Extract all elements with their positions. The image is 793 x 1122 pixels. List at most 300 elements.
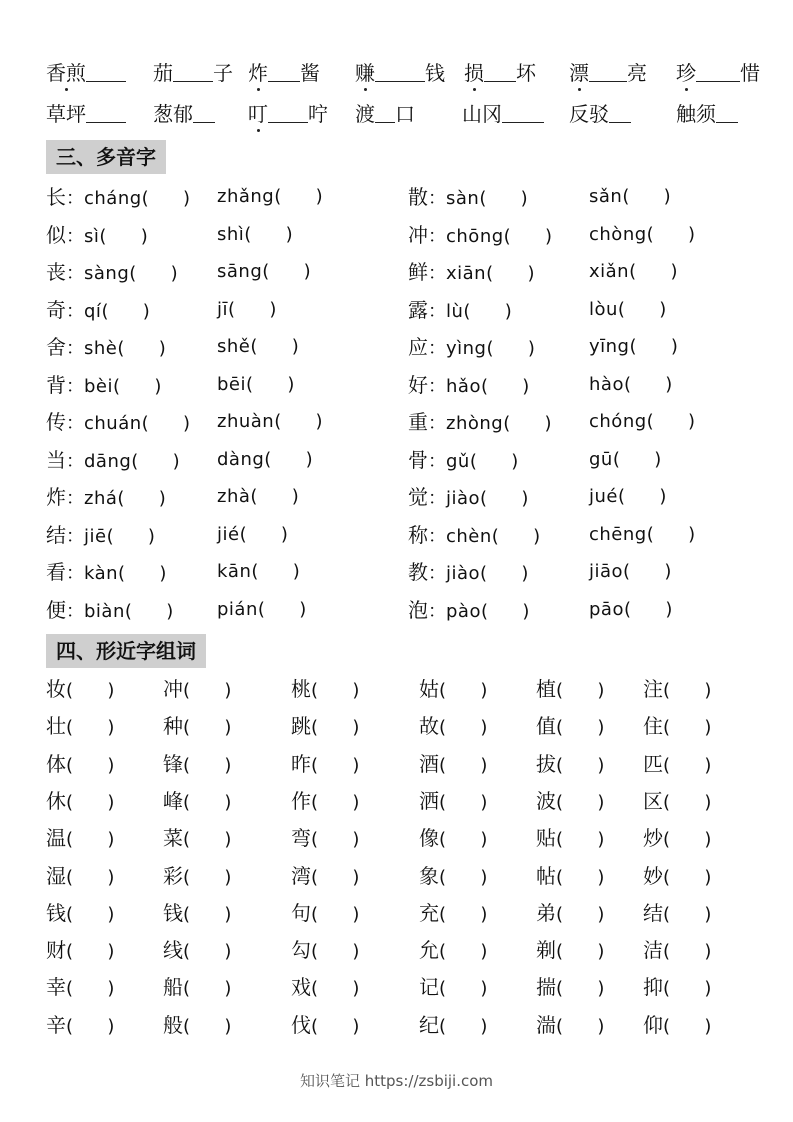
answer-parentheses[interactable]: ( ) [141, 413, 191, 434]
pinyin-reading: qí [84, 300, 102, 322]
answer-parentheses[interactable]: ( ) [480, 488, 529, 509]
similar-char-entry [419, 898, 487, 930]
answer-parentheses[interactable]: ( ) [439, 941, 488, 963]
polyphone-character: 似 [46, 222, 66, 247]
similar-character: 妙 [643, 863, 663, 888]
answer-parentheses[interactable]: ( ) [617, 486, 667, 507]
polyphone-character: 骨 [408, 447, 428, 472]
answer-parentheses[interactable]: ( ) [311, 829, 360, 851]
answer-parentheses[interactable]: ( ) [612, 448, 662, 470]
polyphone-row [0, 520, 793, 550]
pinyin-reading: cháng [84, 188, 142, 209]
pinyin-reading: xiān [446, 263, 487, 284]
similar-character: 句 [291, 900, 311, 925]
answer-parentheses[interactable]: ( ) [66, 941, 115, 963]
similar-character: 幸 [46, 975, 66, 1000]
answer-parentheses[interactable]: ( ) [663, 754, 712, 776]
similar-character: 抑 [643, 975, 663, 1000]
polyphone-row [0, 595, 793, 625]
answer-parentheses[interactable]: ( ) [556, 978, 605, 1000]
answer-blank[interactable] [609, 102, 631, 123]
similar-character: 彩 [163, 863, 183, 888]
answer-parentheses[interactable]: ( ) [439, 866, 488, 888]
answer-parentheses[interactable]: ( ) [439, 680, 488, 701]
answer-parentheses[interactable]: ( ) [183, 791, 232, 813]
similar-char-entry [163, 749, 231, 781]
polyphone-character: 重 [408, 410, 428, 434]
answer-parentheses[interactable]: ( ) [66, 903, 115, 925]
answer-parentheses[interactable]: ( ) [311, 978, 360, 1000]
answer-blank[interactable] [86, 102, 126, 123]
similar-chars-row [0, 786, 793, 816]
answer-parentheses[interactable]: ( ) [183, 941, 232, 963]
answer-parentheses[interactable]: ( ) [622, 186, 671, 207]
polyphone-entry: 丧：sàng( ) [46, 257, 178, 289]
polyphone-row [0, 182, 793, 212]
similar-character: 般 [163, 1012, 183, 1037]
similar-character: 炒 [643, 826, 663, 851]
answer-blank[interactable] [502, 102, 544, 123]
answer-parentheses[interactable]: ( ) [439, 1015, 488, 1037]
similar-char-entry [163, 786, 231, 818]
polyphone-row [0, 482, 793, 512]
answer-parentheses[interactable]: ( ) [629, 261, 678, 282]
similar-char-entry [419, 972, 487, 1004]
similar-character: 种 [163, 714, 183, 739]
similar-character: 像 [419, 826, 439, 851]
similar-char-entry [536, 898, 604, 930]
similar-char-entry [46, 674, 114, 706]
answer-blank[interactable] [86, 61, 126, 82]
polyphone-entry: 似：sì( ) [46, 220, 148, 252]
polyphone-character: 舍 [46, 335, 66, 359]
similar-char-entry [163, 935, 231, 967]
polyphone-entry [589, 407, 695, 437]
pinyin-reading: bēi [217, 373, 247, 395]
polyphone-character: 看 [46, 560, 66, 584]
similar-chars-row [0, 898, 793, 928]
polyphone-character: 觉 [408, 485, 428, 509]
pinyin-reading: kàn [84, 563, 119, 584]
answer-parentheses[interactable]: ( ) [264, 448, 313, 470]
fill-item: 草坪 [46, 99, 126, 129]
answer-parentheses[interactable]: ( ) [183, 1015, 232, 1037]
fill-item: 珍 惜 [676, 58, 760, 88]
similar-char-entry [536, 749, 604, 781]
answer-parentheses[interactable]: ( ) [118, 563, 167, 584]
answer-parentheses[interactable]: ( ) [124, 600, 174, 622]
answer-parentheses[interactable]: ( ) [311, 680, 360, 701]
polyphone-entry [217, 445, 313, 475]
answer-parentheses[interactable]: ( ) [246, 373, 295, 395]
polyphone-entry [589, 482, 666, 512]
answer-parentheses[interactable]: ( ) [311, 1015, 360, 1037]
polyphone-row [0, 332, 793, 362]
answer-parentheses[interactable]: ( ) [66, 717, 115, 739]
answer-parentheses[interactable]: ( ) [251, 561, 300, 582]
polyphone-character: 丧 [46, 260, 66, 284]
answer-parentheses[interactable]: ( ) [66, 754, 115, 776]
answer-parentheses[interactable]: ( ) [250, 486, 299, 507]
answer-parentheses[interactable]: ( ) [439, 903, 488, 925]
similar-char-entry [643, 786, 711, 818]
polyphone-entry [217, 557, 300, 587]
similar-character: 纪 [419, 1012, 439, 1037]
answer-parentheses[interactable]: ( ) [480, 563, 529, 584]
similar-char-entry [163, 1010, 231, 1042]
answer-parentheses[interactable]: ( ) [183, 829, 232, 851]
answer-parentheses[interactable]: ( ) [663, 941, 712, 963]
similar-character: 锋 [163, 751, 183, 776]
pinyin-reading: hǎo [446, 375, 481, 397]
pinyin-reading: chèn [446, 525, 492, 547]
answer-parentheses[interactable]: ( ) [480, 600, 530, 622]
answer-parentheses[interactable]: ( ) [99, 225, 148, 247]
similar-char-entry [643, 823, 711, 855]
pinyin-reading: jié [217, 523, 240, 545]
answer-parentheses[interactable]: ( ) [623, 373, 673, 395]
answer-parentheses[interactable]: ( ) [556, 941, 605, 963]
pinyin-reading: sàng [84, 263, 130, 284]
answer-parentheses[interactable]: ( ) [117, 338, 166, 359]
fill-item: 损 坏 [464, 58, 536, 88]
polyphone-character: 散 [408, 185, 428, 209]
answer-parentheses[interactable]: ( ) [663, 717, 712, 739]
pinyin-reading: zhuàn [217, 411, 275, 432]
answer-parentheses[interactable]: ( ) [311, 791, 360, 813]
answer-parentheses[interactable]: ( ) [228, 298, 277, 320]
polyphone-character: 当 [46, 447, 66, 472]
polyphone-entry [589, 557, 671, 587]
similar-char-entry [419, 674, 487, 706]
similar-char-entry [643, 711, 711, 743]
similar-char-entry [291, 823, 359, 855]
answer-parentheses[interactable]: ( ) [663, 1015, 712, 1037]
answer-parentheses[interactable]: ( ) [439, 791, 488, 813]
similar-char-entry [163, 711, 231, 743]
similar-char-entry [291, 749, 359, 781]
fill-row-1 [46, 58, 766, 88]
similar-char-entry [419, 711, 487, 743]
similar-char-entry [536, 861, 604, 893]
similar-char-entry [419, 935, 487, 967]
answer-parentheses[interactable]: ( ) [439, 754, 488, 776]
answer-parentheses[interactable]: ( ) [663, 866, 712, 888]
pinyin-reading: jué [589, 486, 618, 507]
answer-blank[interactable] [375, 102, 395, 123]
similar-char-entry [291, 972, 359, 1004]
polyphone-entry [589, 445, 661, 475]
polyphone-entry: 应：yìng( ) [408, 332, 535, 364]
answer-parentheses[interactable]: ( ) [439, 829, 488, 851]
similar-char-entry [536, 711, 604, 743]
similar-char-entry [46, 711, 114, 743]
similar-character: 记 [419, 975, 439, 1000]
answer-parentheses[interactable]: ( ) [183, 978, 232, 1000]
similar-character: 区 [643, 788, 663, 813]
polyphone-character: 好 [408, 372, 428, 397]
similar-chars-row [0, 711, 793, 741]
answer-parentheses[interactable]: ( ) [311, 866, 360, 888]
similar-character: 伐 [291, 1012, 311, 1037]
answer-parentheses[interactable]: ( ) [183, 680, 232, 701]
answer-parentheses[interactable]: ( ) [663, 791, 712, 813]
section-title-polyphones: 三、多音字 [46, 140, 166, 174]
answer-parentheses[interactable]: ( ) [663, 680, 712, 701]
answer-blank[interactable] [484, 61, 516, 82]
pinyin-reading: zhá [84, 488, 118, 509]
pinyin-reading: pāo [589, 598, 624, 620]
polyphone-entry: 当：dāng( ) [46, 445, 180, 477]
answer-parentheses[interactable]: ( ) [491, 525, 541, 547]
similar-char-entry [419, 1010, 487, 1042]
pinyin-reading: lòu [589, 298, 618, 320]
answer-parentheses[interactable]: ( ) [66, 978, 115, 1000]
fill-item: 漂 亮 [569, 58, 647, 88]
pinyin-reading: jī [217, 298, 229, 320]
answer-parentheses[interactable]: ( ) [556, 754, 605, 776]
polyphone-entry: 好：hǎo( ) [408, 370, 529, 402]
similar-chars-row [0, 935, 793, 965]
answer-blank[interactable] [268, 61, 300, 82]
answer-parentheses[interactable]: ( ) [141, 188, 191, 209]
similar-character: 值 [536, 714, 556, 739]
answer-parentheses[interactable]: ( ) [646, 523, 696, 545]
similar-character: 帖 [536, 863, 556, 888]
similar-char-entry [536, 823, 604, 855]
pinyin-reading: dàng [217, 448, 265, 470]
polyphone-character: 背 [46, 372, 66, 397]
answer-blank[interactable] [268, 102, 308, 123]
pinyin-reading: chēng [589, 523, 647, 545]
answer-parentheses[interactable]: ( ) [117, 488, 166, 509]
answer-parentheses[interactable]: ( ) [646, 223, 696, 245]
answer-parentheses[interactable]: ( ) [629, 336, 678, 357]
answer-parentheses[interactable]: ( ) [556, 866, 605, 888]
pinyin-reading: chóng [589, 411, 647, 432]
answer-parentheses[interactable]: ( ) [556, 1015, 605, 1037]
similar-character: 弯 [291, 826, 311, 851]
pinyin-reading: jiào [446, 488, 481, 509]
answer-parentheses[interactable]: ( ) [274, 186, 323, 207]
answer-parentheses[interactable]: ( ) [663, 829, 712, 851]
polyphone-entry [217, 407, 323, 437]
answer-parentheses[interactable]: ( ) [262, 261, 311, 282]
answer-parentheses[interactable]: ( ) [556, 680, 605, 701]
polyphone-character: 鲜 [408, 260, 428, 284]
answer-parentheses[interactable]: ( ) [274, 411, 323, 432]
similar-character: 住 [643, 714, 663, 739]
pinyin-reading: sāng [217, 261, 263, 282]
polyphone-entry [217, 520, 288, 550]
polyphone-entry: 奇：qí( ) [46, 295, 150, 327]
similar-character: 菜 [163, 826, 183, 851]
pinyin-reading: gǔ [446, 450, 470, 472]
section-title-similar-chars: 四、形近字组词 [46, 634, 206, 668]
answer-blank[interactable] [716, 102, 738, 123]
answer-parentheses[interactable]: ( ) [486, 338, 535, 359]
polyphone-entry [217, 182, 323, 212]
polyphone-entry: 看：kàn( ) [46, 557, 166, 589]
answer-parentheses[interactable]: ( ) [663, 978, 712, 1000]
polyphone-entry [589, 220, 695, 250]
answer-parentheses[interactable]: ( ) [311, 941, 360, 963]
answer-parentheses[interactable]: ( ) [623, 561, 672, 582]
polyphone-character: 教 [408, 560, 428, 584]
answer-parentheses[interactable]: ( ) [129, 263, 178, 284]
similar-char-entry [291, 935, 359, 967]
polyphone-row [0, 407, 793, 437]
similar-char-entry [46, 861, 114, 893]
similar-character: 剃 [536, 938, 556, 963]
polyphone-row [0, 257, 793, 287]
pinyin-reading: lù [446, 300, 464, 322]
polyphone-entry: 鲜：xiān( ) [408, 257, 534, 289]
polyphone-entry [589, 332, 678, 362]
similar-character: 妆 [46, 677, 66, 701]
answer-parentheses[interactable]: ( ) [663, 903, 712, 925]
answer-parentheses[interactable]: ( ) [439, 978, 488, 1000]
pinyin-reading: zhǎng [217, 186, 275, 207]
pinyin-reading: bèi [84, 375, 114, 397]
answer-parentheses[interactable]: ( ) [617, 298, 667, 320]
pinyin-reading: jiē [84, 525, 107, 547]
answer-blank[interactable] [173, 61, 213, 82]
footer-source: 知识笔记 https://zsbiji.com [299, 1072, 494, 1090]
polyphone-entry [589, 520, 695, 550]
similar-char-entry [163, 674, 231, 706]
answer-parentheses[interactable]: ( ) [244, 223, 293, 245]
answer-parentheses[interactable]: ( ) [183, 717, 232, 739]
polyphone-character: 长 [46, 185, 66, 209]
answer-blank[interactable] [589, 61, 627, 82]
answer-parentheses[interactable]: ( ) [113, 375, 162, 397]
similar-char-entry [291, 711, 359, 743]
answer-parentheses[interactable]: ( ) [480, 375, 530, 397]
answer-parentheses[interactable]: ( ) [556, 903, 605, 925]
answer-blank[interactable] [193, 102, 215, 123]
polyphone-entry: 冲：chōng( ) [408, 220, 552, 252]
answer-parentheses[interactable]: ( ) [183, 866, 232, 888]
answer-parentheses[interactable]: ( ) [556, 717, 605, 739]
answer-parentheses[interactable]: ( ) [183, 903, 232, 925]
answer-parentheses[interactable]: ( ) [479, 188, 528, 209]
similar-chars-row [0, 1010, 793, 1040]
similar-character: 财 [46, 938, 66, 963]
polyphone-entry [589, 182, 671, 212]
similar-char-entry [643, 972, 711, 1004]
similar-character: 姑 [419, 677, 439, 701]
answer-parentheses[interactable]: ( ) [66, 1015, 115, 1037]
polyphone-character: 泡 [408, 597, 428, 622]
pinyin-reading: chòng [589, 223, 647, 245]
similar-chars-row [0, 674, 793, 704]
answer-parentheses[interactable]: ( ) [183, 754, 232, 776]
similar-char-entry [536, 1010, 604, 1042]
similar-char-entry [419, 749, 487, 781]
pinyin-reading: yìng [446, 338, 487, 359]
answer-parentheses[interactable]: ( ) [101, 300, 150, 322]
similar-char-entry [46, 1010, 114, 1042]
answer-parentheses[interactable]: ( ) [311, 754, 360, 776]
similar-char-entry [536, 935, 604, 967]
answer-parentheses[interactable]: ( ) [503, 413, 552, 434]
polyphone-entry: 结：jiē( ) [46, 520, 155, 552]
answer-parentheses[interactable]: ( ) [439, 717, 488, 739]
similar-character: 允 [419, 938, 439, 963]
similar-character: 跳 [291, 714, 311, 739]
similar-char-entry [643, 674, 711, 706]
answer-parentheses[interactable]: ( ) [250, 336, 299, 357]
answer-parentheses[interactable]: ( ) [311, 717, 360, 739]
similar-character: 湍 [536, 1012, 556, 1037]
similar-character: 戏 [291, 975, 311, 1000]
fill-item: 渡 口 [355, 102, 415, 126]
fill-item: 赚 钱 [355, 58, 445, 88]
answer-parentheses[interactable]: ( ) [311, 903, 360, 925]
answer-parentheses[interactable]: ( ) [239, 523, 288, 545]
answer-parentheses[interactable]: ( ) [66, 791, 115, 813]
answer-blank[interactable] [696, 61, 740, 82]
similar-char-entry [536, 674, 604, 706]
similar-character: 勾 [291, 938, 311, 963]
answer-parentheses[interactable]: ( ) [469, 450, 519, 472]
answer-parentheses[interactable]: ( ) [106, 525, 155, 547]
pinyin-reading: pián [217, 598, 258, 620]
pinyin-reading: hào [589, 373, 624, 395]
polyphone-character: 便 [46, 597, 66, 622]
answer-parentheses[interactable]: ( ) [66, 829, 115, 851]
answer-parentheses[interactable]: ( ) [556, 791, 605, 813]
polyphone-entry: 泡：pào( ) [408, 595, 529, 627]
answer-parentheses[interactable]: ( ) [66, 680, 115, 701]
similar-character: 作 [291, 788, 311, 813]
similar-char-entry [419, 823, 487, 855]
answer-parentheses[interactable]: ( ) [623, 598, 673, 620]
pinyin-reading: jiāo [589, 561, 624, 582]
similar-chars-row [0, 861, 793, 891]
answer-parentheses[interactable]: ( ) [131, 450, 180, 472]
similar-character: 昨 [291, 751, 311, 776]
similar-character: 酒 [419, 751, 439, 776]
similar-char-entry [643, 898, 711, 930]
pinyin-reading: shè [84, 338, 118, 359]
similar-char-entry [643, 1010, 711, 1042]
pinyin-reading: chōng [446, 225, 504, 247]
answer-parentheses[interactable]: ( ) [463, 300, 512, 322]
answer-blank[interactable] [375, 61, 425, 82]
similar-character: 冲 [163, 677, 183, 701]
similar-char-entry [46, 935, 114, 967]
similar-char-entry [291, 786, 359, 818]
polyphone-entry: 重：zhòng( ) [408, 407, 552, 439]
fill-item: 叮 咛 [248, 99, 328, 129]
pinyin-reading: shì [217, 223, 245, 245]
fill-row-2 [46, 99, 766, 129]
answer-parentheses[interactable]: ( ) [556, 829, 605, 851]
answer-parentheses[interactable]: ( ) [66, 866, 115, 888]
answer-parentheses[interactable]: ( ) [257, 598, 307, 620]
similar-character: 体 [46, 751, 66, 776]
answer-parentheses[interactable]: ( ) [503, 225, 553, 247]
similar-char-entry [46, 786, 114, 818]
similar-character: 注 [643, 677, 663, 701]
answer-parentheses[interactable]: ( ) [646, 411, 696, 432]
similar-character: 休 [46, 788, 66, 813]
answer-parentheses[interactable]: ( ) [486, 263, 535, 284]
similar-character: 壮 [46, 714, 66, 739]
polyphone-entry [217, 370, 294, 400]
